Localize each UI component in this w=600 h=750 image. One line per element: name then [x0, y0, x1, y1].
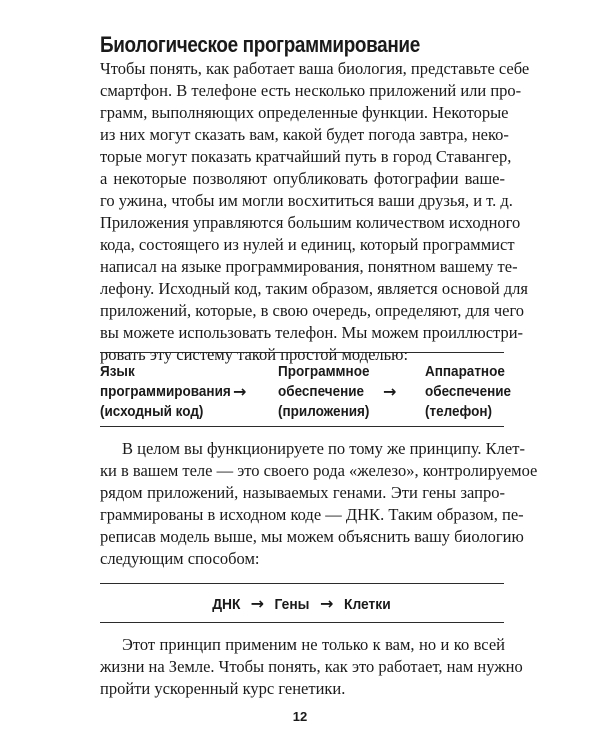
text-line: жизни на Земле. Чтобы понять, как это работает, нам нужно: [100, 657, 523, 676]
flow-item-cells: Клетки: [344, 596, 392, 613]
model-label: Программное: [278, 363, 370, 380]
model-software: [278, 362, 369, 422]
paragraph-intro: [100, 58, 530, 366]
text-line: реписав модель выше, мы можем объяснить вашу биологию: [100, 527, 524, 546]
text-line: следующим способом:: [100, 549, 260, 568]
section-heading: Биологическое программирование: [100, 32, 420, 57]
paragraph-conclusion: [100, 634, 523, 700]
text-line: вы можете использовать телефон. Мы можем проиллюстри-: [100, 323, 524, 342]
model-label: обеспечение: [425, 383, 512, 400]
text-line: В целом вы функционируете по тому же принципу. Клет-: [122, 439, 525, 458]
text-line: Чтобы понять, как работает ваша биология, представьте себе: [100, 59, 530, 78]
model-label: Язык: [100, 363, 135, 380]
text-line: граммированы в исходном коде — ДНК. Таким образом, пе-: [100, 505, 524, 524]
model-label: (телефон): [425, 403, 493, 420]
text-line: смартфон. В телефоне есть несколько приложений или про-: [100, 81, 522, 100]
divider-rule: [100, 583, 504, 584]
text-line: торые могут показать кратчайший путь в город Ставангер,: [100, 147, 512, 166]
arrow-right-icon: →: [233, 382, 247, 401]
text-line: Приложения управляются большим количеством исходного: [100, 213, 521, 232]
text-line: ки в вашем теле — это своего рода «железо», контролируемое: [100, 461, 538, 480]
arrow-right-icon: →: [250, 594, 264, 613]
divider-rule: [100, 622, 504, 623]
model-label: Аппаратное: [425, 363, 505, 380]
text-line: а некоторые позволяют опубликовать фотографии ваше-: [100, 169, 505, 188]
flow-item-genes: Гены: [274, 596, 310, 613]
text-line: пройти ускоренный курс генетики.: [100, 679, 346, 698]
text-line: го ужина, чтобы им могли восхититься ваши друзья, и т. д.: [100, 191, 513, 210]
divider-rule: [100, 426, 504, 427]
text-line: приложений, которые, в свою очередь, определяют, для чего: [100, 301, 525, 320]
text-line: Этот принцип применим не только к вам, но и ко всей: [122, 635, 505, 654]
arrow-right-icon: →: [383, 382, 397, 401]
paragraph-analogy: [100, 438, 538, 570]
arrow-right-icon: →: [319, 594, 334, 613]
model-label: (приложения): [278, 403, 370, 420]
model-hardware: [425, 362, 511, 422]
model-label: программирования: [100, 383, 231, 400]
text-line: грамм, выполняющих определенные функции. Некоторые: [100, 103, 509, 122]
text-line: лефону. Исходный код, таким образом, является основой для: [100, 279, 529, 298]
text-line: ровать эту систему такой простой моделью:: [100, 345, 409, 364]
biology-flow: [100, 594, 504, 615]
model-label: (исходный код): [100, 403, 204, 420]
text-line: написал на языке программирования, понятном вашему те-: [100, 257, 518, 276]
page-number: 12: [292, 709, 308, 724]
model-source-code: [100, 362, 231, 422]
text-line: из них могут сказать вам, какой будет погода завтра, неко-: [100, 125, 509, 144]
text-line: кода, состоящего из нулей и единиц, который программист: [100, 235, 515, 254]
divider-rule: [100, 352, 504, 353]
flow-item-dna: ДНК: [212, 596, 241, 613]
model-label: обеспечение: [278, 383, 365, 400]
text-line: рядом приложений, называемых генами. Эти гены запро-: [100, 483, 505, 502]
